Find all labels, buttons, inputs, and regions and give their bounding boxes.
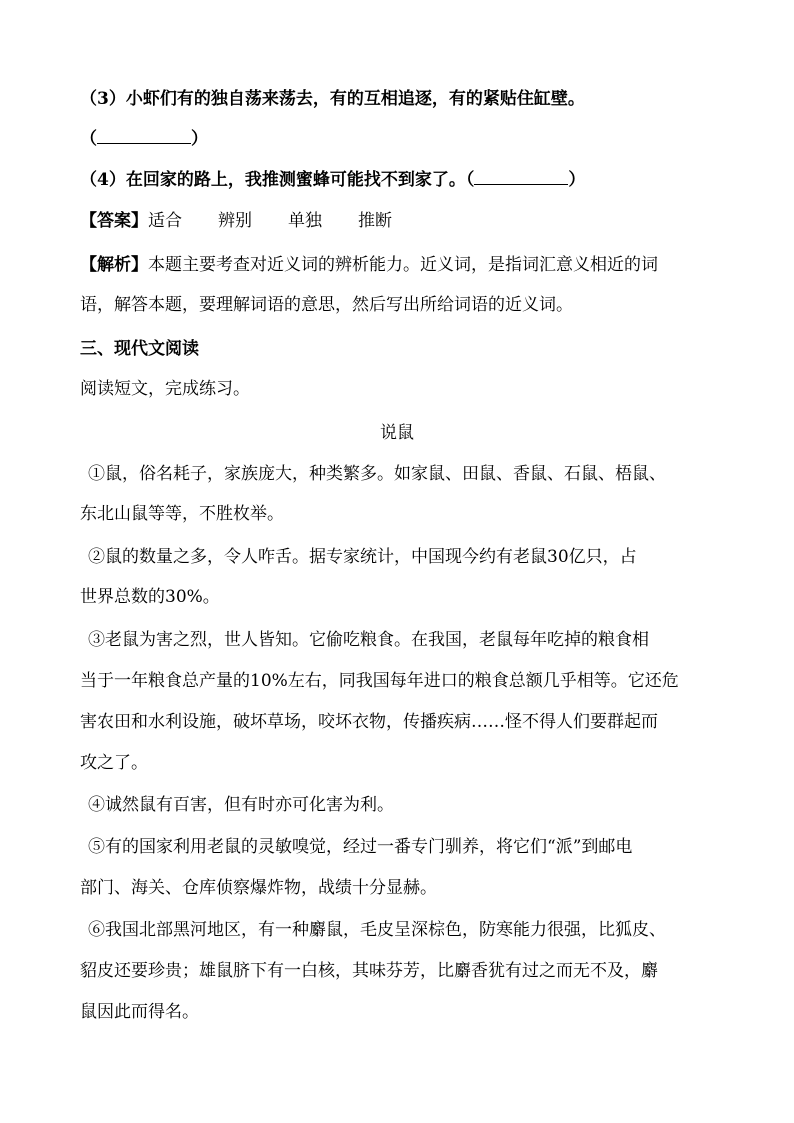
analysis-text-1: 本题主要考查对近义词的辨析能力。近义词，是指词汇意义相近的词 bbox=[148, 255, 658, 275]
answer-tag: 【答案】 bbox=[80, 211, 148, 231]
answer-blank-4[interactable] bbox=[474, 168, 568, 185]
paren-close: ） bbox=[191, 129, 208, 149]
question-4-text: （4）在回家的路上，我推测蜜蜂可能找不到家了。（ bbox=[80, 170, 475, 190]
paragraph-2-line: 世界总数的30%。 bbox=[80, 587, 220, 607]
paren-open: （ bbox=[80, 129, 97, 149]
analysis-line-2: 语，解答本题，要理解词语的意思，然后写出所给词语的近义词。 bbox=[80, 295, 573, 315]
paragraph-4-line: ④诚然鼠有百害，但有时亦可化害为利。 bbox=[88, 795, 394, 815]
answer-item: 单独 bbox=[288, 211, 322, 231]
paragraph-3-line: 害农田和水利设施，破坏草场，咬坏衣物，传播疾病……怪不得人们要群起而 bbox=[80, 712, 658, 732]
paragraph-1-line: 东北山鼠等等，不胜枚举。 bbox=[80, 504, 284, 524]
question-3: （3）小虾们有的独自荡来荡去，有的互相追逐，有的紧贴住缸壁。 bbox=[80, 89, 585, 109]
answer-item: 适合 bbox=[148, 211, 182, 231]
answer-blank-3[interactable] bbox=[97, 127, 191, 144]
question-4 bbox=[80, 168, 720, 192]
analysis-line-1 bbox=[80, 253, 720, 277]
paragraph-5-line: 部门、海关、仓库侦察爆炸物，战绩十分显赫。 bbox=[80, 878, 437, 898]
paren-close: ） bbox=[568, 170, 586, 190]
article-title: 说鼠 bbox=[380, 423, 414, 443]
section-instruction: 阅读短文，完成练习。 bbox=[80, 379, 250, 399]
section-heading: 三、现代文阅读 bbox=[80, 339, 199, 359]
paragraph-6-line: 鼠因此而得名。 bbox=[80, 1002, 199, 1022]
paragraph-2-line: ②鼠的数量之多，令人咋舌。据专家统计，中国现今约有老鼠30亿只，占 bbox=[88, 547, 637, 567]
paragraph-1-line: ①鼠，俗名耗子，家族庞大，种类繁多。如家鼠、田鼠、香鼠、石鼠、梧鼠、 bbox=[88, 464, 666, 484]
paragraph-5-line: ⑤有的国家利用老鼠的灵敏嗅觉，经过一番专门驯养，将它们“派”到邮电 bbox=[88, 837, 633, 857]
paragraph-3-line: 攻之了。 bbox=[80, 753, 148, 773]
paragraph-6-line: ⑥我国北部黑河地区，有一种麝鼠，毛皮呈深棕色，防寒能力很强，比狐皮、 bbox=[88, 920, 666, 940]
analysis-tag: 【解析】 bbox=[80, 255, 148, 275]
answer-item: 推断 bbox=[358, 211, 392, 231]
answer-line bbox=[80, 209, 720, 233]
paragraph-6-line: 貂皮还要珍贵；雄鼠脐下有一白核，其味芬芳，比麝香犹有过之而无不及，麝 bbox=[80, 961, 658, 981]
paragraph-3-line: 当于一年粮食总产量的10%左右，同我国每年进口的粮食总额几乎相等。它还危 bbox=[80, 671, 679, 691]
answer-item: 辨别 bbox=[218, 211, 252, 231]
question-3-answer-line bbox=[80, 127, 720, 151]
paragraph-3-line: ③老鼠为害之烈，世人皆知。它偷吃粮食。在我国，老鼠每年吃掉的粮食相 bbox=[88, 630, 649, 650]
